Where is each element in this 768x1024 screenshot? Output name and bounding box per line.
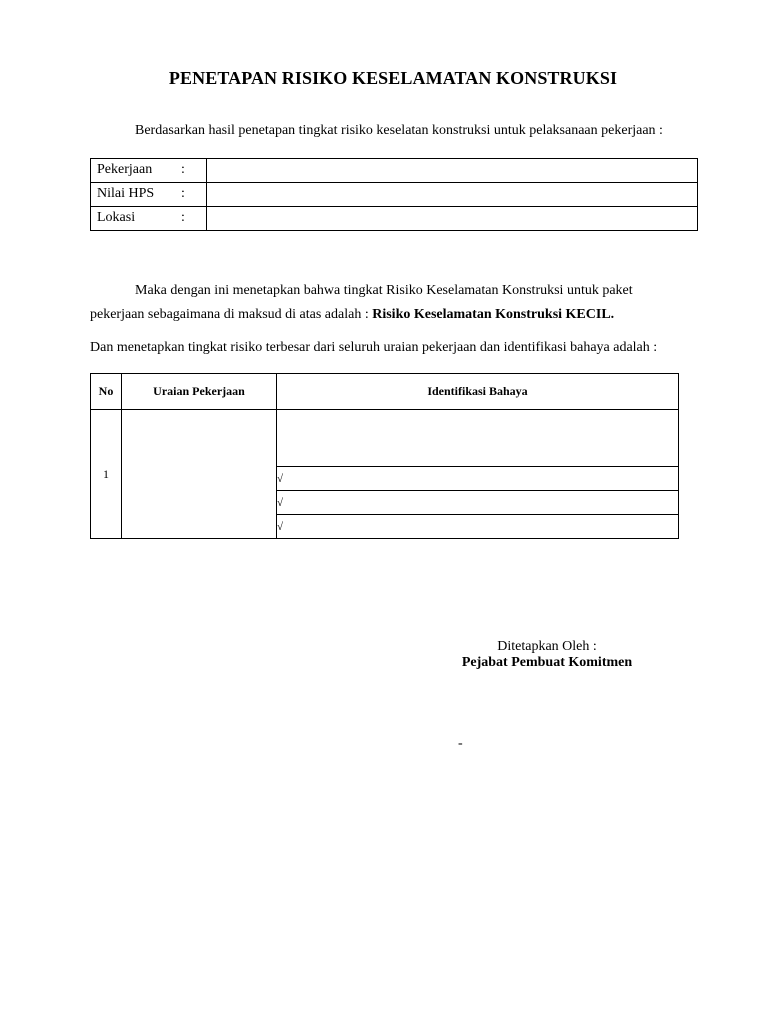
info-label-lokasi: Lokasi <box>97 210 136 225</box>
header-no: No <box>91 374 122 410</box>
info-label-cell <box>91 159 207 183</box>
risk-level-text: Risiko Keselamatan Konstruksi KECIL. <box>372 307 615 322</box>
info-label-pekerjaan: Pekerjaan <box>97 162 153 177</box>
check-mark-icon: √ <box>277 515 679 539</box>
hazard-intro-paragraph: Dan menetapkan tingkat risiko terbesar dari seluruh uraian pekerjaan dan identifikasi bahaya adalah : <box>90 340 658 355</box>
info-row-nilai-hps <box>91 183 698 207</box>
info-label-cell <box>91 183 207 207</box>
check-mark-icon: √ <box>277 491 679 515</box>
row-uraian-pekerjaan <box>122 410 277 539</box>
info-colon: : <box>181 162 185 177</box>
info-label-cell <box>91 207 207 231</box>
header-uraian-pekerjaan: Uraian Pekerjaan <box>122 374 277 410</box>
hazard-table-header <box>91 374 679 410</box>
info-value-lokasi <box>207 207 698 231</box>
table-row <box>91 410 679 467</box>
check-mark-icon: √ <box>277 467 679 491</box>
info-label-nilai-hps: Nilai HPS <box>97 186 155 201</box>
hazard-table <box>90 373 679 539</box>
signature-label: Ditetapkan Oleh : <box>497 639 597 654</box>
info-colon: : <box>181 210 185 225</box>
info-row-pekerjaan <box>91 159 698 183</box>
intro-text: Berdasarkan hasil penetapan tingkat risiko keselatan konstruksi untuk pelaksanaan pekerjaan : <box>135 123 663 138</box>
info-colon: : <box>181 186 185 201</box>
signature-name: - <box>458 736 463 751</box>
row-number: 1 <box>91 410 122 539</box>
info-value-pekerjaan <box>207 159 698 183</box>
info-value-nilai-hps <box>207 183 698 207</box>
signature-official-title: Pejabat Pembuat Komitmen <box>461 655 633 670</box>
info-row-lokasi <box>91 207 698 231</box>
header-identifikasi-bahaya: Identifikasi Bahaya <box>277 374 679 410</box>
determination-text: Maka dengan ini menetapkan bahwa tingkat Risiko Keselamatan Konstruksi untuk paket pekerjaan sebagaimana di maksud di atas adalah : <box>90 283 633 322</box>
document-title: PENETAPAN RISIKO KESELAMATAN KONSTRUKSI <box>168 68 618 88</box>
project-info-table <box>90 158 698 231</box>
determination-paragraph <box>90 279 690 327</box>
row-bahaya-blank <box>277 410 679 467</box>
